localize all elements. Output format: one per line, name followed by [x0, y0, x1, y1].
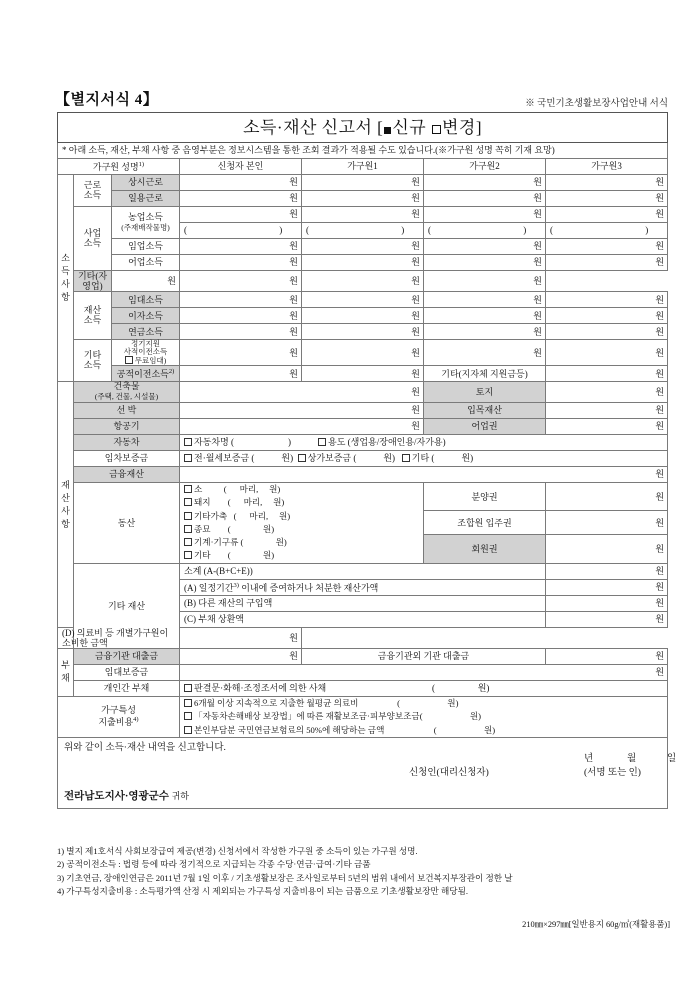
shop-deposit-checkbox[interactable]: [298, 454, 306, 462]
member-name-header: 가구원 성명$^{1)}$: [58, 159, 180, 175]
medical-expense-checkbox[interactable]: [184, 699, 192, 707]
cell-other-property-c-value[interactable]: 원: [546, 611, 668, 627]
row-label-presale-right: 분양권: [424, 482, 546, 511]
vehicle-name-checkbox[interactable]: [184, 438, 192, 446]
cell-rental-income-member2[interactable]: 원: [424, 292, 546, 308]
group-label-labor-income: 근로 소득: [74, 175, 112, 207]
cell-forestry-member3[interactable]: 원: [546, 239, 668, 255]
cell-daily-labor-member2[interactable]: 원: [424, 191, 546, 207]
row-label-household-expense: 가구특성 지출비용$^{4)}$: [58, 696, 180, 737]
row-label-standing-timber: 입목재산: [424, 402, 546, 418]
main-form-table: [57, 112, 677, 809]
form-subnote: * 아래 소득, 재산, 부채 사항 중 음영부분은 정보시스템을 통한 조회 결과가 적용될 수도 있습니다.(※가구원 성명 꼭히 기재 요망): [58, 143, 668, 159]
form-title-main: 소득·재산 신고서 [ 신규 변경]: [243, 118, 482, 138]
cell-other-business-member3[interactable]: 원: [424, 271, 546, 292]
signature-label: (서명 또는 인): [584, 767, 641, 778]
cell-membership-right-value[interactable]: 원: [546, 535, 668, 564]
cell-agriculture-member2[interactable]: 원: [424, 207, 546, 223]
column-header-member3: 가구원3: [546, 159, 668, 175]
cell-interest-income-member1[interactable]: 원: [302, 308, 424, 324]
cell-standing-timber-value[interactable]: 원: [546, 402, 668, 418]
cell-rental-income-member3[interactable]: 원: [546, 292, 668, 308]
cell-other-property-b: (B) 다른 재산의 구입액: [180, 595, 546, 611]
new-checkbox-filled[interactable]: [384, 127, 391, 134]
cell-subtotal-label: 소계 (A-(B+C+E)): [180, 563, 546, 579]
row-label-bank-loan: 금융기관 대출금: [74, 648, 180, 664]
form-tag: 【별지서식 4】: [55, 92, 159, 108]
machinery-checkbox[interactable]: [184, 538, 192, 546]
form-title-cell: [58, 113, 668, 143]
cell-agriculture-member3[interactable]: 원: [546, 207, 668, 223]
row-label-ship: 선 박: [74, 402, 180, 418]
row-label-building: 건축물 (주택, 건물, 시설물): [74, 382, 180, 402]
cell-nonbank-loan-value[interactable]: 원: [546, 648, 668, 664]
cell-forestry-member2[interactable]: 원: [424, 239, 546, 255]
cell-agriculture-crop-member1[interactable]: ( ): [302, 223, 424, 239]
cell-subtotal-value[interactable]: 원: [546, 563, 668, 579]
cell-pension-income-applicant[interactable]: 원: [180, 324, 302, 340]
cell-pension-income-member3[interactable]: 원: [546, 324, 668, 340]
cell-other-property-a-value[interactable]: 원: [546, 579, 668, 595]
cell-fishing-right-value[interactable]: 원: [546, 418, 668, 434]
cell-forestry-member1[interactable]: 원: [302, 239, 424, 255]
cell-public-transfer-applicant[interactable]: 원: [180, 366, 302, 382]
cell-fishery-member3[interactable]: 원: [546, 255, 668, 271]
seedling-checkbox[interactable]: [184, 525, 192, 533]
cell-rental-income-applicant[interactable]: 원: [180, 292, 302, 308]
free-lease-checkbox[interactable]: [125, 356, 133, 364]
column-header-member2: 가구원2: [424, 159, 546, 175]
other-livestock-checkbox[interactable]: [184, 512, 192, 520]
row-label-union-occupancy-right: 조합원 입주권: [424, 511, 546, 535]
cell-private-transfer-member3[interactable]: 원: [546, 340, 668, 366]
footnote-3: 3) 기초연금, 장애인연금은 2011년 7월 1일 이후 / 기초생활보장은 조사일로부터 5년의 범위 내에서 보건복지부장관이 정한 날: [57, 872, 513, 883]
row-label-nonbank-loan: 금융기관외 기관 대출금: [302, 648, 546, 664]
other-deposit-checkbox[interactable]: [402, 454, 410, 462]
cell-other-property-d: (D) 의료비 등 개별가구원이 소비한 금액: [58, 627, 180, 648]
row-label-fishing-right: 어업권: [424, 418, 546, 434]
vehicle-usage-checkbox[interactable]: [318, 438, 326, 446]
cell-household-expense-items[interactable]: 6개월 이상 지속적으로 지출한 월평균 의료비 ( 원) 「자동차손해배상 보장법」에 따른 재활보조금·피부양보조금( 원) 본인부담분 국민연금보험료의 50%에 해당하는 금액 ( 원): [180, 696, 668, 737]
cell-agriculture-member1[interactable]: 원: [302, 207, 424, 223]
cell-presale-right-value[interactable]: 원: [546, 482, 668, 511]
cell-fishery-member2[interactable]: 원: [424, 255, 546, 271]
other-movable-checkbox[interactable]: [184, 551, 192, 559]
cell-daily-labor-applicant[interactable]: 원: [180, 191, 302, 207]
column-header-member1: 가구원1: [302, 159, 424, 175]
cell-other-business-member1[interactable]: 원: [180, 271, 302, 292]
cell-daily-labor-member1[interactable]: 원: [302, 191, 424, 207]
row-label-pension-income: 연금소득: [112, 324, 180, 340]
cell-pension-income-member2[interactable]: 원: [424, 324, 546, 340]
row-label-lease-deposit: 임차보증금: [74, 450, 180, 466]
row-label-debt-lease-deposit: 임대보증금: [74, 664, 180, 680]
group-label-business-income: 사업 소득: [74, 207, 112, 271]
cell-land-value[interactable]: 원: [546, 382, 668, 402]
cell-agriculture-crop-member2[interactable]: ( ): [424, 223, 546, 239]
cell-daily-labor-member3[interactable]: 원: [546, 191, 668, 207]
row-label-fishery-income: 어업소득: [112, 255, 180, 271]
row-label-private-debt: 개인간 부채: [74, 680, 180, 696]
recipient-name: 전라남도지사·영광군수: [64, 790, 169, 802]
row-label-movable-property: 동산: [74, 482, 180, 563]
cell-lease-deposit-fields[interactable]: 전·월세보증금 ( 원) 상가보증금 ( 원) 기타 ( 원): [180, 450, 668, 466]
declaration-text: 위와 같이 소득·재산 내역을 신고합니다.: [64, 743, 226, 754]
recipient-honorific: 귀하: [171, 790, 189, 801]
cell-regular-labor-member3[interactable]: 원: [546, 175, 668, 191]
recipient-line: [64, 791, 661, 803]
section-label-debt: 부 채: [58, 648, 74, 696]
cell-other-business-applicant[interactable]: 원: [112, 271, 180, 292]
cell-regular-labor-applicant[interactable]: 원: [180, 175, 302, 191]
month-label: 월: [627, 753, 637, 764]
footnote-4: 4) 가구특성지출비용 : 소득평가액 산정 시 제외되는 가구특성 지출비용이 되는 금품으로 기초생활보장만 해당됨.: [57, 885, 469, 896]
cell-agriculture-crop-member3[interactable]: ( ): [546, 223, 668, 239]
cell-pension-income-member1[interactable]: 원: [302, 324, 424, 340]
declaration-block: [58, 737, 677, 808]
form-sheet: [57, 112, 677, 809]
row-label-financial-asset: 금융재산: [74, 466, 180, 482]
row-label-private-transfer-income: 정기지원 사적이전소득 무료임대): [112, 340, 180, 366]
row-label-daily-labor: 일용근로: [112, 191, 180, 207]
pig-checkbox[interactable]: [184, 498, 192, 506]
cell-movable-items[interactable]: 소 ( 마리, 원) 돼지 ( 마리, 원) 기타가축 ( 마리, 원) 종묘 ( 원) 기계·기구류 ( 원) 기타 ( 원): [180, 482, 424, 563]
row-label-rental-income: 임대소득: [112, 292, 180, 308]
cell-other-property-b-value[interactable]: 원: [546, 595, 668, 611]
cell-vehicle-fields[interactable]: 자동차명 ( ) 용도 (생업용/장애인용/자가용): [180, 434, 668, 450]
cell-private-transfer-member1[interactable]: 원: [302, 340, 424, 366]
cell-regular-labor-member1[interactable]: 원: [302, 175, 424, 191]
row-label-public-transfer-income: 공적이전소득$^{2)}$: [112, 366, 180, 382]
private-debt-checkbox[interactable]: [184, 684, 192, 692]
group-label-other-income: 기타 소득: [74, 340, 112, 382]
row-label-land: 토지: [424, 382, 546, 402]
cell-fishery-member1[interactable]: 원: [302, 255, 424, 271]
footnotes: [57, 845, 671, 898]
cell-other-property-a: (A) 일정기간$^{3)}$ 이내에 증여하거나 처분한 재산가액: [180, 579, 546, 595]
group-label-property-income: 재산 소득: [74, 292, 112, 340]
row-label-vehicle: 자동차: [74, 434, 180, 450]
cell-other-property-c: (C) 부채 상환액: [180, 611, 546, 627]
row-label-membership-right: 회원권: [424, 535, 546, 564]
footnote-2: 2) 공적이전소득 : 법령 등에 따라 정기적으로 지급되는 각종 수당·연금·급여·기타 금품: [57, 859, 371, 870]
cow-checkbox[interactable]: [184, 485, 192, 493]
cell-bank-loan-value[interactable]: 원: [180, 648, 302, 664]
rehab-subsidy-checkbox[interactable]: [184, 712, 192, 720]
row-label-forestry-income: 임업소득: [112, 239, 180, 255]
change-checkbox[interactable]: [432, 125, 441, 134]
cell-forestry-applicant[interactable]: 원: [180, 239, 302, 255]
cell-interest-income-member3[interactable]: 원: [546, 308, 668, 324]
row-label-other-business-income: 기타(자영업): [74, 271, 112, 292]
row-label-aircraft: 항공기: [74, 418, 180, 434]
day-label: 일: [667, 753, 677, 764]
paper-spec: 210㎜×297㎜[일반용지 60g/㎡(재활용품)]: [522, 920, 670, 929]
cell-local-gov-subsidy-value[interactable]: 원: [546, 366, 668, 382]
cell-private-transfer-applicant[interactable]: 원: [180, 340, 302, 366]
cell-ship-value[interactable]: 원: [180, 402, 424, 418]
jeonse-deposit-checkbox[interactable]: [184, 454, 192, 462]
cell-other-business-member2[interactable]: 원: [302, 271, 424, 292]
cell-public-transfer-member1[interactable]: 원: [302, 366, 424, 382]
row-label-interest-income: 이자소득: [112, 308, 180, 324]
cell-other-property-d-value[interactable]: 원: [180, 627, 302, 648]
footnote-1: 1) 별지 제1호서식 사회보장급여 제공(변경) 신청서에서 작성한 가구원 중 소득이 있는 가구원 성명.: [57, 846, 418, 856]
cell-rental-income-member1[interactable]: 원: [302, 292, 424, 308]
source-note: ※ 국민기초생활보장사업안내 서식: [525, 99, 668, 109]
row-label-other-property: 기타 재산: [74, 563, 180, 648]
cell-private-transfer-member2[interactable]: 원: [424, 340, 546, 366]
label-local-gov-subsidy: 기타(지자체 지원금등): [424, 366, 546, 382]
year-label: 년: [584, 753, 594, 764]
cell-agriculture-crop-applicant[interactable]: ( ): [180, 223, 302, 239]
applicant-label: 신청인(대리신청자): [409, 767, 489, 778]
section-label-property: 재 산 사 항: [58, 382, 74, 627]
cell-interest-income-applicant[interactable]: 원: [180, 308, 302, 324]
signature-line: [64, 753, 677, 782]
cell-aircraft-value[interactable]: 원: [180, 418, 424, 434]
row-label-agriculture-income: 농업소득 (주재배작물명): [112, 207, 180, 239]
cell-debt-lease-deposit-value[interactable]: 원: [180, 664, 668, 680]
section-label-income: 소 득 사 항: [58, 175, 74, 382]
cell-regular-labor-member2[interactable]: 원: [424, 175, 546, 191]
cell-building-value[interactable]: 원: [180, 382, 424, 402]
row-label-regular-labor: 상시근로: [112, 175, 180, 191]
column-header-applicant: 신청자 본인: [180, 159, 302, 175]
cell-union-occupancy-right-value[interactable]: 원: [546, 511, 668, 535]
cell-financial-asset-value[interactable]: 원: [180, 466, 668, 482]
cell-agriculture-applicant[interactable]: 원: [180, 207, 302, 223]
cell-private-debt-field[interactable]: 판결문·화해·조정조서에 의한 사채 ( 원): [180, 680, 668, 696]
pension-premium-checkbox[interactable]: [184, 726, 192, 734]
cell-fishery-applicant[interactable]: 원: [180, 255, 302, 271]
cell-interest-income-member2[interactable]: 원: [424, 308, 546, 324]
